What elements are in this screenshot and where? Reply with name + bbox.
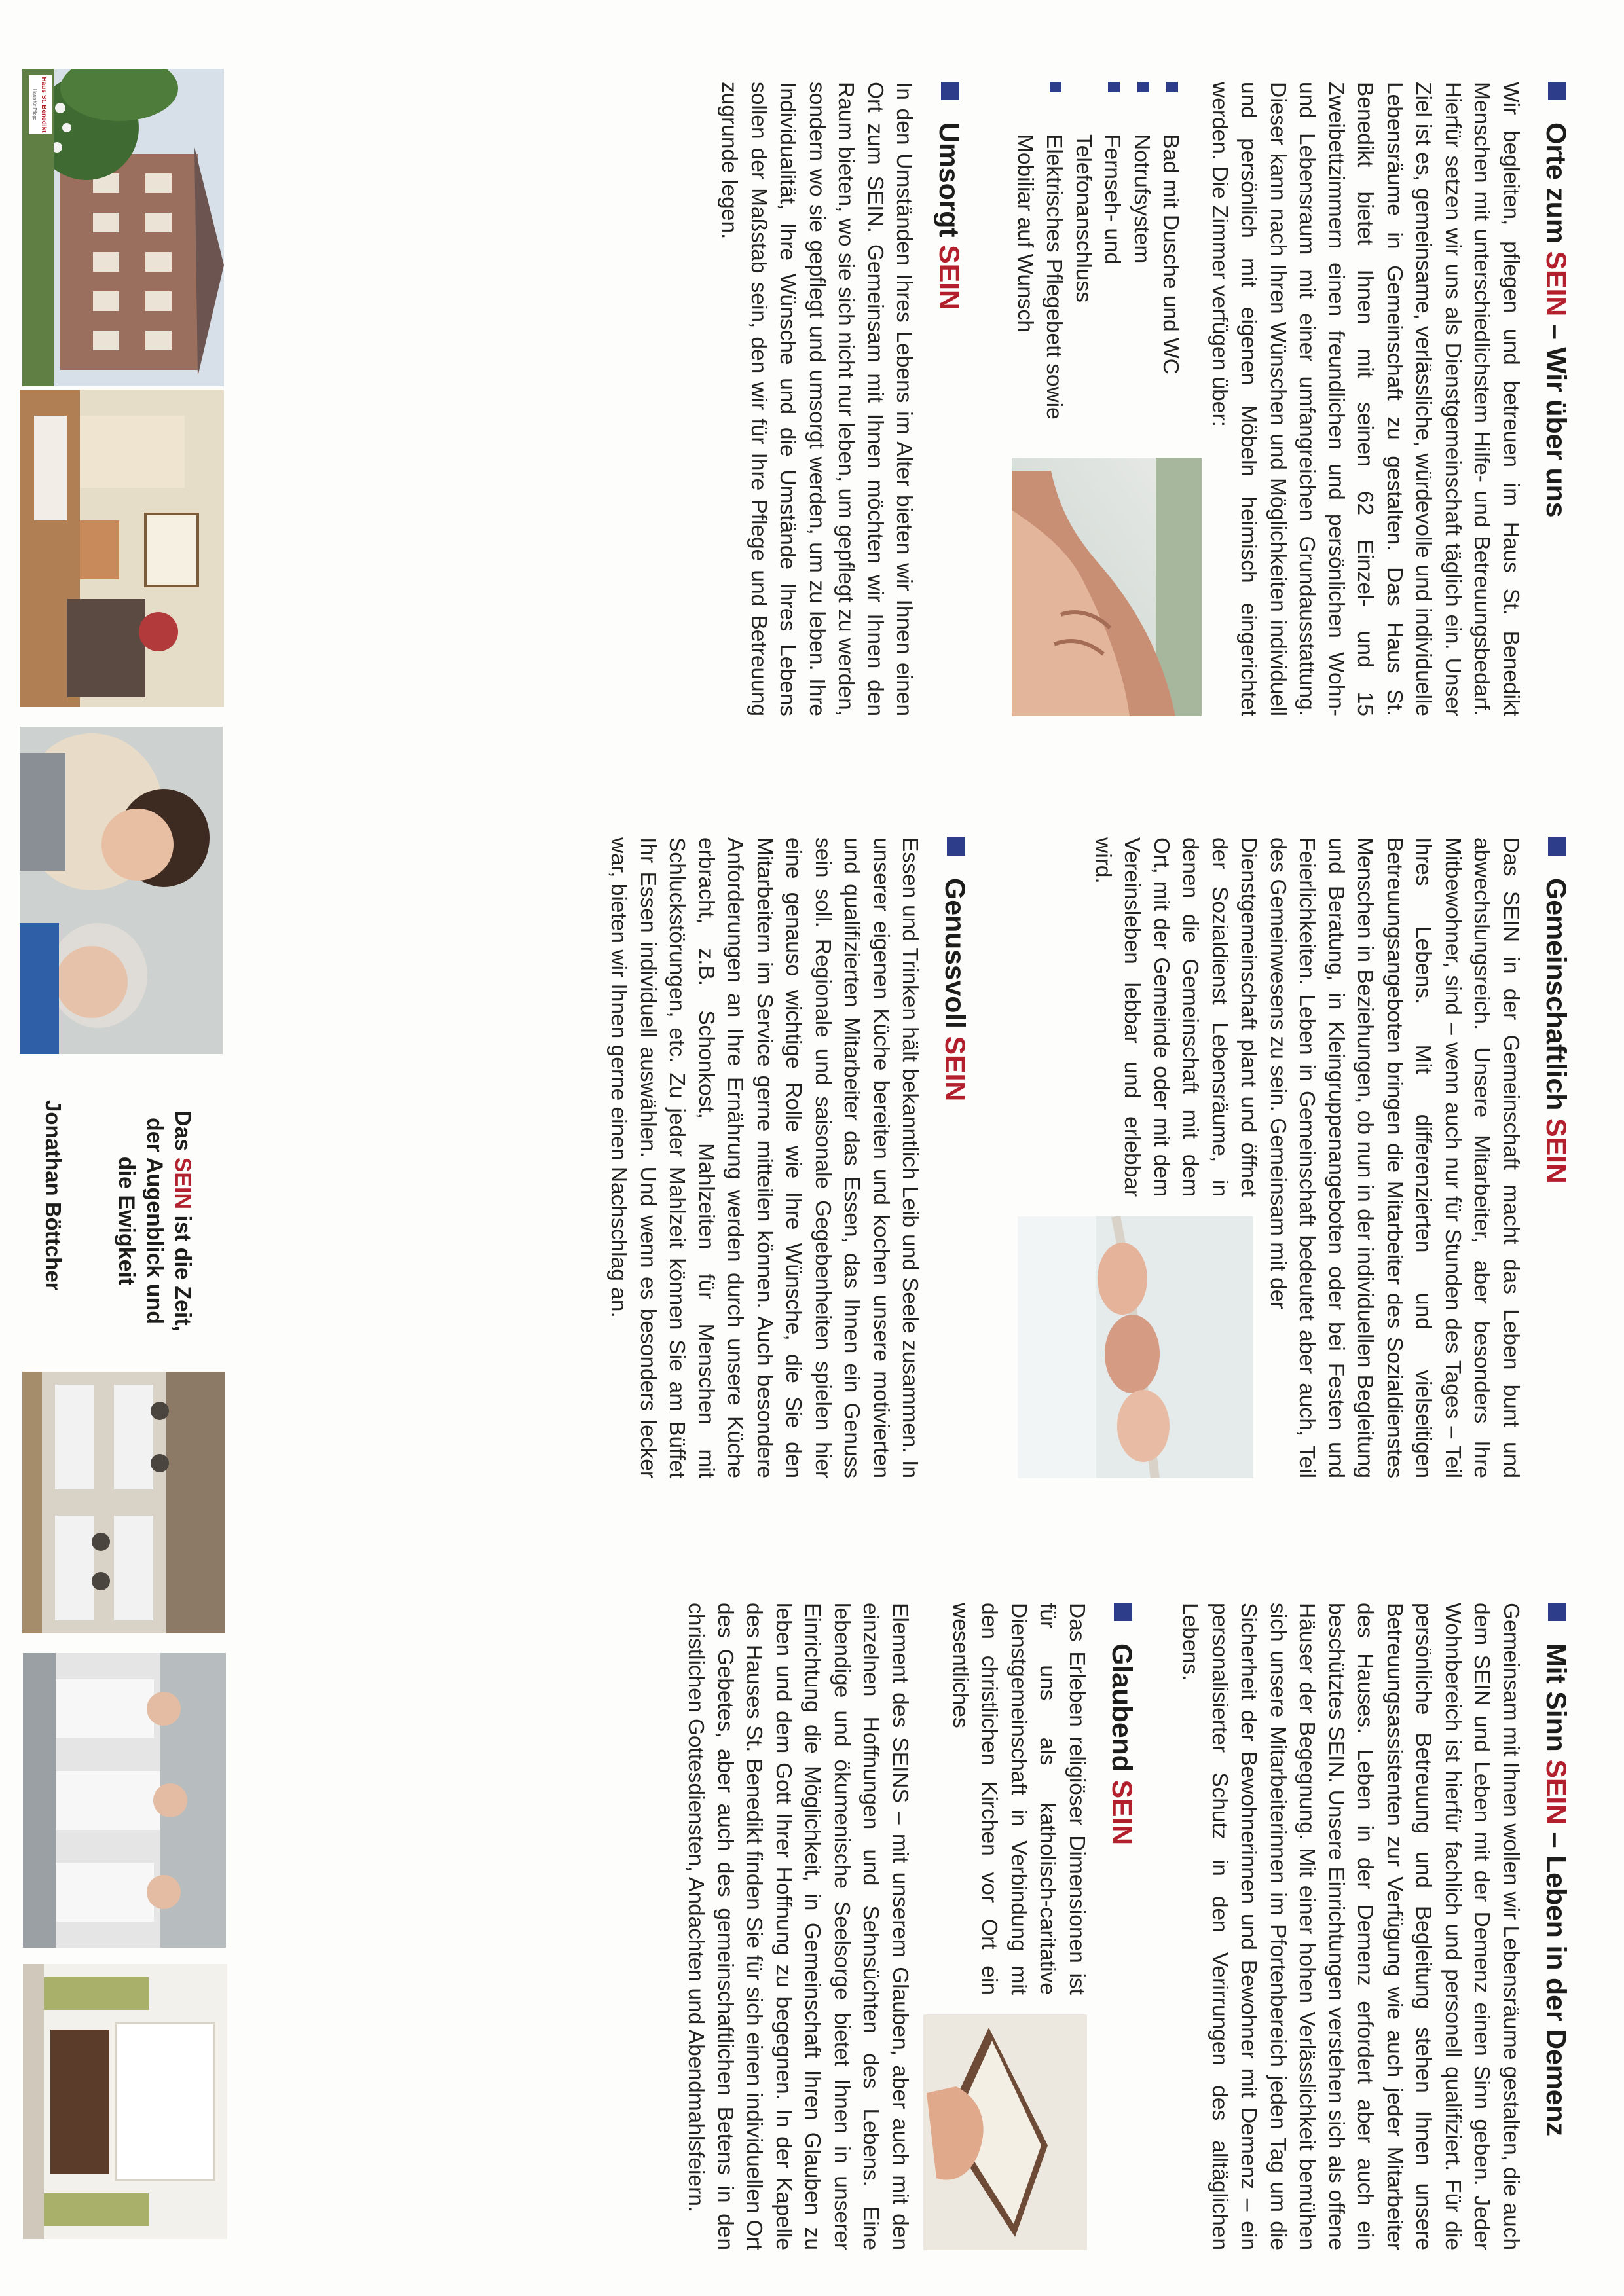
section-title-orte <box>1540 82 1572 716</box>
bullet-square-icon <box>1114 1603 1132 1621</box>
body-demenz: Gemeinsam mit Ihnen wollen wir Lebensräume gestalten, die auch dem SEIN und Leben mit der Demenz einen Sinn geben. Jeder Wohnbereich ist hierfür fachlich und personell qualifiziert. Für die persönliche Betreuung und Begleitung stehen Ihnen unsere Betreuungsassistenten zur Verfügung wie auch jeder Mitarbeiter des Hauses. Leben in der Demenz erfordert aber auch ein beschütztes SEIN. Unsere Einrichtungen verstehen sich als offene Häuser der Begegnung. Mit einer hohen Verlässlichkeit bemühen sich unsere Mitarbeiterinnen im Pfortenbereich jeden Tag um die Sicherheit der Bewohnerinnen und Bewohner mit Demenz – ein personalisierter Schutz in den Verirrungen des alltäglichen Lebens. <box>1178 1603 1523 2250</box>
quote-line-2: der Augenblick und <box>142 1117 167 1325</box>
section-glauben <box>681 1603 1137 2250</box>
column-2 <box>0 765 1624 1531</box>
bullet-square-icon <box>948 837 966 856</box>
section-demenz <box>1175 1603 1572 2250</box>
quote-line-3: die Ewigkeit <box>114 1156 139 1286</box>
body-orte: Wir begleiten, pflegen und betreuen im Haus St. Benedikt Menschen mit unterschiedlichstem Hilfe- und Betreuungsbedarf. Hierfür setzen wir uns als Dienstgemeinschaft täglich ein. Unser Ziel ist es, gemeinsame, verlässliche, würdevolle und individuelle Lebensräume in Gemeinschaft zu gestalten. Das Haus St. Benedikt bietet Ihnen mit seinen 62 Einzel- und 15 Zweibettzimmern einen freundlichen und persönlichen Wohn- und Lebensraum mit einer umfangreichen Grundausstattung. Dieser kann nach Ihren Wünschen und Möglichkeiten individuell und persönlich mit eigenen Möbeln heimisch eingerichtet werden. Die Zimmer verfügen über: <box>1208 82 1523 716</box>
quote-block <box>112 1084 196 1358</box>
building-sign-sub: Haus für Pflege <box>32 88 37 121</box>
section-genuss <box>604 837 971 1478</box>
section-title-genuss: Genussvoll SEIN <box>939 837 971 1478</box>
rope-hands-photo <box>1018 1216 1254 1478</box>
bullet-square-icon <box>1548 1603 1566 1621</box>
body-gemeinschaft: Das SEIN in der Gemeinschaft macht das Leben bunt und abwechslungsreich. Unsere Mitarbeiter, aber besonders Ihre Mitbewohner, sind – wenn auch nur für Stunden des Tages – Teil Ihres Lebens. Mit differenzierten und vielseitigen Betreuungsangeboten bringen die Mitarbeiter des Sozialdienstes Menschen in Beziehungen, ob nun in der individuellen Begleitung und Beratung, in Kleingruppenangeboten oder bei Festen und Feierlichkeiten. Leben in Gemeinschaft bedeutet aber auch, Teil des Gemeinwesens zu sein. Gemeinsam mit der <box>1266 837 1523 1478</box>
section-title-umsorgt: Umsorgt SEIN <box>933 82 965 716</box>
bullet-icon <box>1167 82 1179 92</box>
list-item: Bad mit Dusche und WC <box>1156 134 1185 716</box>
caregiver-resident-photo <box>20 727 223 1054</box>
room-features-list <box>1010 82 1185 716</box>
column-1 <box>0 0 1624 765</box>
bullet-square-icon <box>1548 82 1566 100</box>
bullet-icon <box>1050 82 1062 92</box>
column-3 <box>0 1531 1624 2296</box>
body-glauben: Element des SEINS – mit unserem Glauben, aber auch mit den einzelnen Hoffnungen und Sehnsüchten des Lebens. Eine lebendige und ökumenische Seelsorge bietet Ihnen in unserer Einrichtung die Möglichkeit, in Gemeinschaft Ihren Glauben zu leben und dem Gott Ihrer Hoffnung zu begegnen. In der Kapelle des Hauses St. Benedikt finden Sie für sich einen individuellen Ort des Gebetes, aber auch des gemeinschaftlichen Betens in den christlichen Gottesdiensten, Andachten und Abendmahlsfeiern. <box>684 1603 912 2250</box>
title-text: Orte zum <box>1540 122 1572 251</box>
section-gemeinschaft <box>1009 837 1572 1478</box>
list-item: Notrufsystem <box>1127 134 1156 716</box>
section-title-glauben: Glaubend SEIN <box>1105 1603 1137 2250</box>
room-interior-photo <box>20 390 224 707</box>
bullet-square-icon <box>942 82 960 100</box>
section-orte <box>1003 82 1572 716</box>
bible-hands-photo <box>923 2014 1087 2250</box>
building-photo <box>22 69 224 386</box>
section-title-demenz: Mit Sinn SEIN – Leben in der Demenz <box>1540 1603 1572 2250</box>
building-sign: Haus St. Benedikt <box>40 77 47 133</box>
bullet-icon <box>1137 82 1149 92</box>
body-umsorgt: In den Umständen Ihres Lebens im Alter bieten wir Ihnen einen Ort zum SEIN. Gemeinsam mit Ihnen möchten wir Ihnen den Raum bieten, wo sie sich nicht nur leben, um gepflegt zu werden, sondern wo sie gepflegt und umsorgt werden, um zu leben. Ihre Individualität, Ihre Wünsche und die Umstände Ihres Lebens sollen der Maßstab sein, den wir für Ihre Pflege und Betreuung zugrunde legen. <box>717 82 917 716</box>
title-text-end: – Wir über uns <box>1540 316 1572 518</box>
list-item: Fernseh- und Telefonanschluss <box>1069 134 1127 716</box>
body-genuss: Essen und Trinken hält bekanntlich Leib und Seele zusammen. In unserer eigenen Küche bereiten und kochen unsere motivierten und qualifizierten Mitarbeiter das Essen, das Ihnen ein Genuss sein soll. Regionale und saisonale Gegebenheiten spielen hier eine genauso wichtige Rolle wie Ihre Wünsche, die Sie den Mitarbeitern im Service gerne mitteilen können. Auch besondere Anforderungen an Ihre Ernährung werden durch unsere Küche erbracht, z.B. Schonkost, Mahlzeiten für Menschen mit Schluckstörungen, etc. Zu jeder Mahlzeit können Sie am Büffet Ihr Essen individuell auswählen. Und wenn es besonders lecker war, bieten wir Ihnen gerne einen Nachschlag an. <box>606 837 923 1478</box>
quote-line-1: Das SEIN ist die Zeit, <box>170 1110 195 1332</box>
body-gemeinschaft-cont: Dienstgemeinschaft plant und öffnet der Sozialdienst Lebensräume, in denen die Gemeinschaft mit dem Ort, mit der Gemeinde oder mit dem Vereinsleben lebbar und erlebbar wird. <box>1091 837 1261 1197</box>
title-highlight: SEIN <box>1540 251 1572 317</box>
body-glauben-intro: Das Erleben religiöser Dimensionen ist für uns als katholisch-caritative Dienstgemeinschaft in Verbindung mit den christlichen Kirchen vor Ort ein wesentliches <box>948 1603 1089 1995</box>
section-title-gemeinschaft: Gemeinschaftlich SEIN <box>1540 837 1572 1478</box>
kitchen-staff-photo <box>23 1653 226 1948</box>
bullet-square-icon <box>1548 837 1566 856</box>
list-item: Elektrisches Pflegebett sowie Mobiliar auf Wunsch <box>1010 134 1069 716</box>
dining-room-photo <box>22 1372 225 1633</box>
quote-author: Jonathan Böttcher <box>41 1100 65 1291</box>
bullet-icon <box>1109 82 1120 92</box>
chapel-photo <box>23 1964 227 2239</box>
section-umsorgt <box>714 82 965 716</box>
